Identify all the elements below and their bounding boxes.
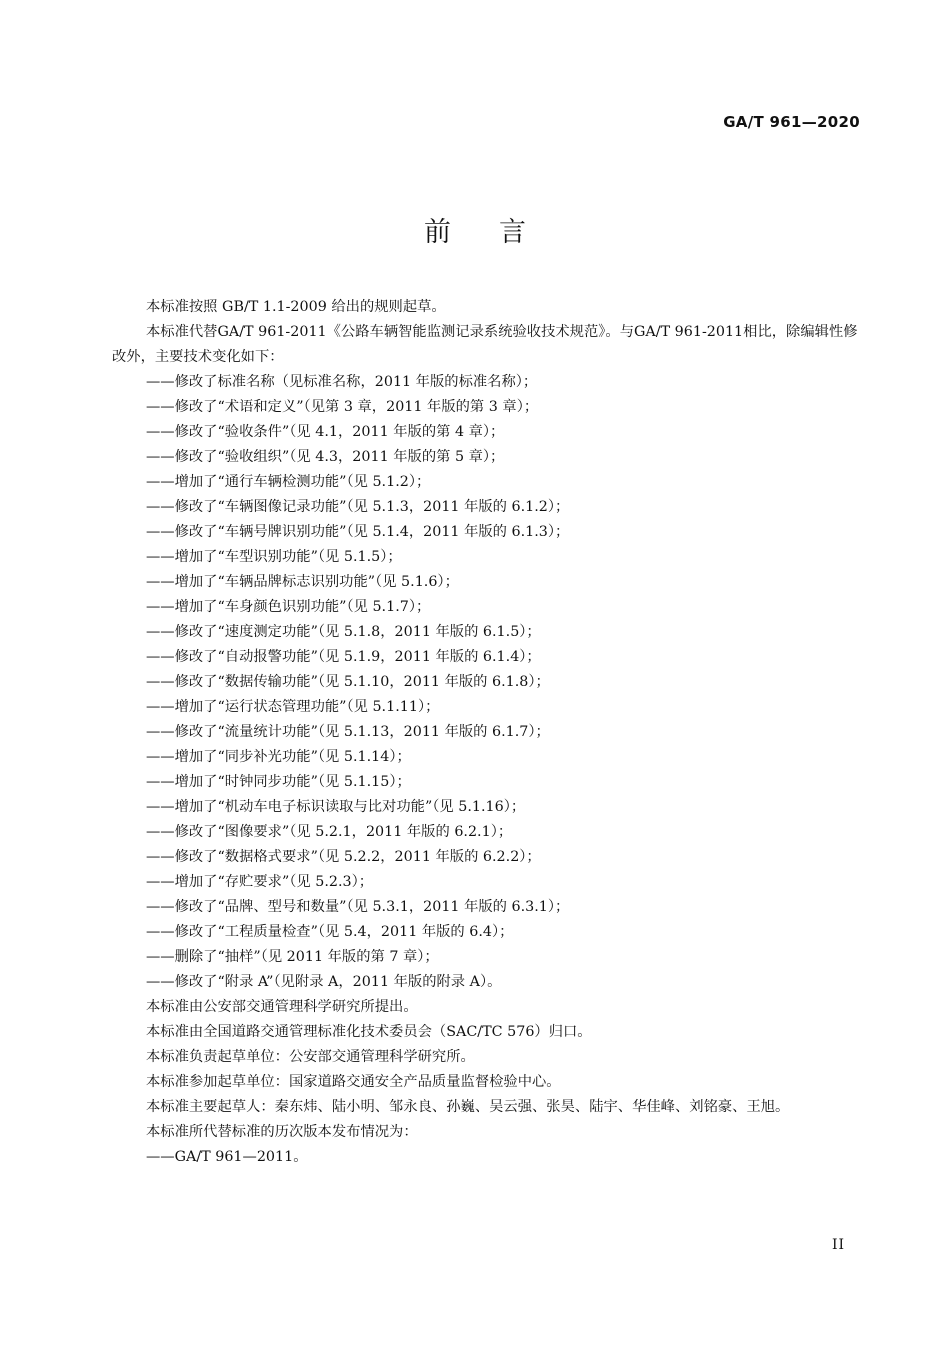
list-item: ——修改了“工程质量检查”（见 5.4，2011 年版的 6.4）； (146, 924, 514, 940)
paragraph-committee: 本标准由全国道路交通管理标准化技术委员会（SAC/TC 576）归口。 (146, 1024, 592, 1040)
list-item: ——修改了“品牌、型号和数量”（见 5.3.1，2011 年版的 6.3.1）； (146, 899, 570, 915)
foreword-body (112, 295, 864, 1170)
paragraph-lead-drafter: 本标准负责起草单位：公安部交通管理科学研究所。 (146, 1049, 475, 1065)
list-item: ——修改了“数据格式要求”（见 5.2.2，2011 年版的 6.2.2）； (146, 849, 541, 865)
document-code: GA/T 961—2020 (723, 113, 860, 131)
list-item: ——修改了“图像要求”（见 5.2.1，2011 年版的 6.2.1）； (146, 824, 513, 840)
list-item: ——删除了“抽样”（见 2011 年版的第 7 章）； (146, 949, 439, 965)
paragraph-proposer: 本标准由公安部交通管理科学研究所提出。 (146, 999, 418, 1015)
list-item: ——增加了“同步补光功能”（见 5.1.14）； (146, 749, 411, 765)
list-item: ——修改了“术语和定义”（见第 3 章，2011 年版的第 3 章）； (146, 399, 539, 415)
list-item: ——修改了“验收组织”（见 4.3，2011 年版的第 5 章）； (146, 449, 505, 465)
page-title: 前言 (424, 217, 574, 248)
list-item: ——增加了“时钟同步功能”（见 5.1.15）； (146, 774, 411, 790)
paragraph-replacement: 本标准代替GA/T 961-2011《公路车辆智能监测记录系统验收技术规范》。与GA/T 961-2011相比，除编辑性修改外，主要技术变化如下： (112, 324, 858, 365)
list-item: ——修改了“自动报警功能”（见 5.1.9，2011 年版的 6.1.4）； (146, 649, 541, 665)
changes-list (112, 370, 864, 995)
list-item: ——修改了“附录 A”（见附录 A，2011 年版的附录 A）。 (146, 974, 502, 990)
paragraph-participating-drafter: 本标准参加起草单位：国家道路交通安全产品质量监督检验中心。 (146, 1074, 561, 1090)
paragraph-history-intro: 本标准所代替标准的历次版本发布情况为： (146, 1124, 418, 1140)
list-item: ——修改了“验收条件”（见 4.1，2011 年版的第 4 章）； (146, 424, 505, 440)
page-number: II (831, 1237, 845, 1253)
list-item: ——修改了“车辆图像记录功能”（见 5.1.3，2011 年版的 6.1.2）； (146, 499, 570, 515)
list-item: ——修改了“流量统计功能”（见 5.1.13，2011 年版的 6.1.7）； (146, 724, 550, 740)
paragraph-drafting-rules: 本标准按照 GB/T 1.1-2009 给出的规则起草。 (146, 299, 446, 315)
list-item: ——修改了“速度测定功能”（见 5.1.8，2011 年版的 6.1.5）； (146, 624, 541, 640)
list-item: ——增加了“运行状态管理功能”（见 5.1.11）； (146, 699, 440, 715)
list-item: ——增加了“通行车辆检测功能”（见 5.1.2）； (146, 474, 431, 490)
list-item: ——修改了“车辆号牌识别功能”（见 5.1.4，2011 年版的 6.1.3）； (146, 524, 570, 540)
list-item: ——增加了“存贮要求”（见 5.2.3）； (146, 874, 374, 890)
list-item: ——修改了“数据传输功能”（见 5.1.10，2011 年版的 6.1.8）； (146, 674, 550, 690)
list-item: ——增加了“机动车电子标识读取与比对功能”（见 5.1.16）； (146, 799, 526, 815)
list-item: ——增加了“车型识别功能”（见 5.1.5）； (146, 549, 402, 565)
list-item: ——修改了标准名称（见标准名称，2011 年版的标准名称）； (146, 374, 538, 390)
list-item: ——增加了“车身颜色识别功能”（见 5.1.7）； (146, 599, 431, 615)
history-item: ——GA/T 961—2011。 (146, 1149, 308, 1165)
list-item: ——增加了“车辆品牌标志识别功能”（见 5.1.6）； (146, 574, 459, 590)
paragraph-drafters: 本标准主要起草人：秦东炜、陆小明、邹永良、孙巍、吴云强、张昊、陆宇、华佳峰、刘铭豪、王旭。 (146, 1099, 790, 1115)
